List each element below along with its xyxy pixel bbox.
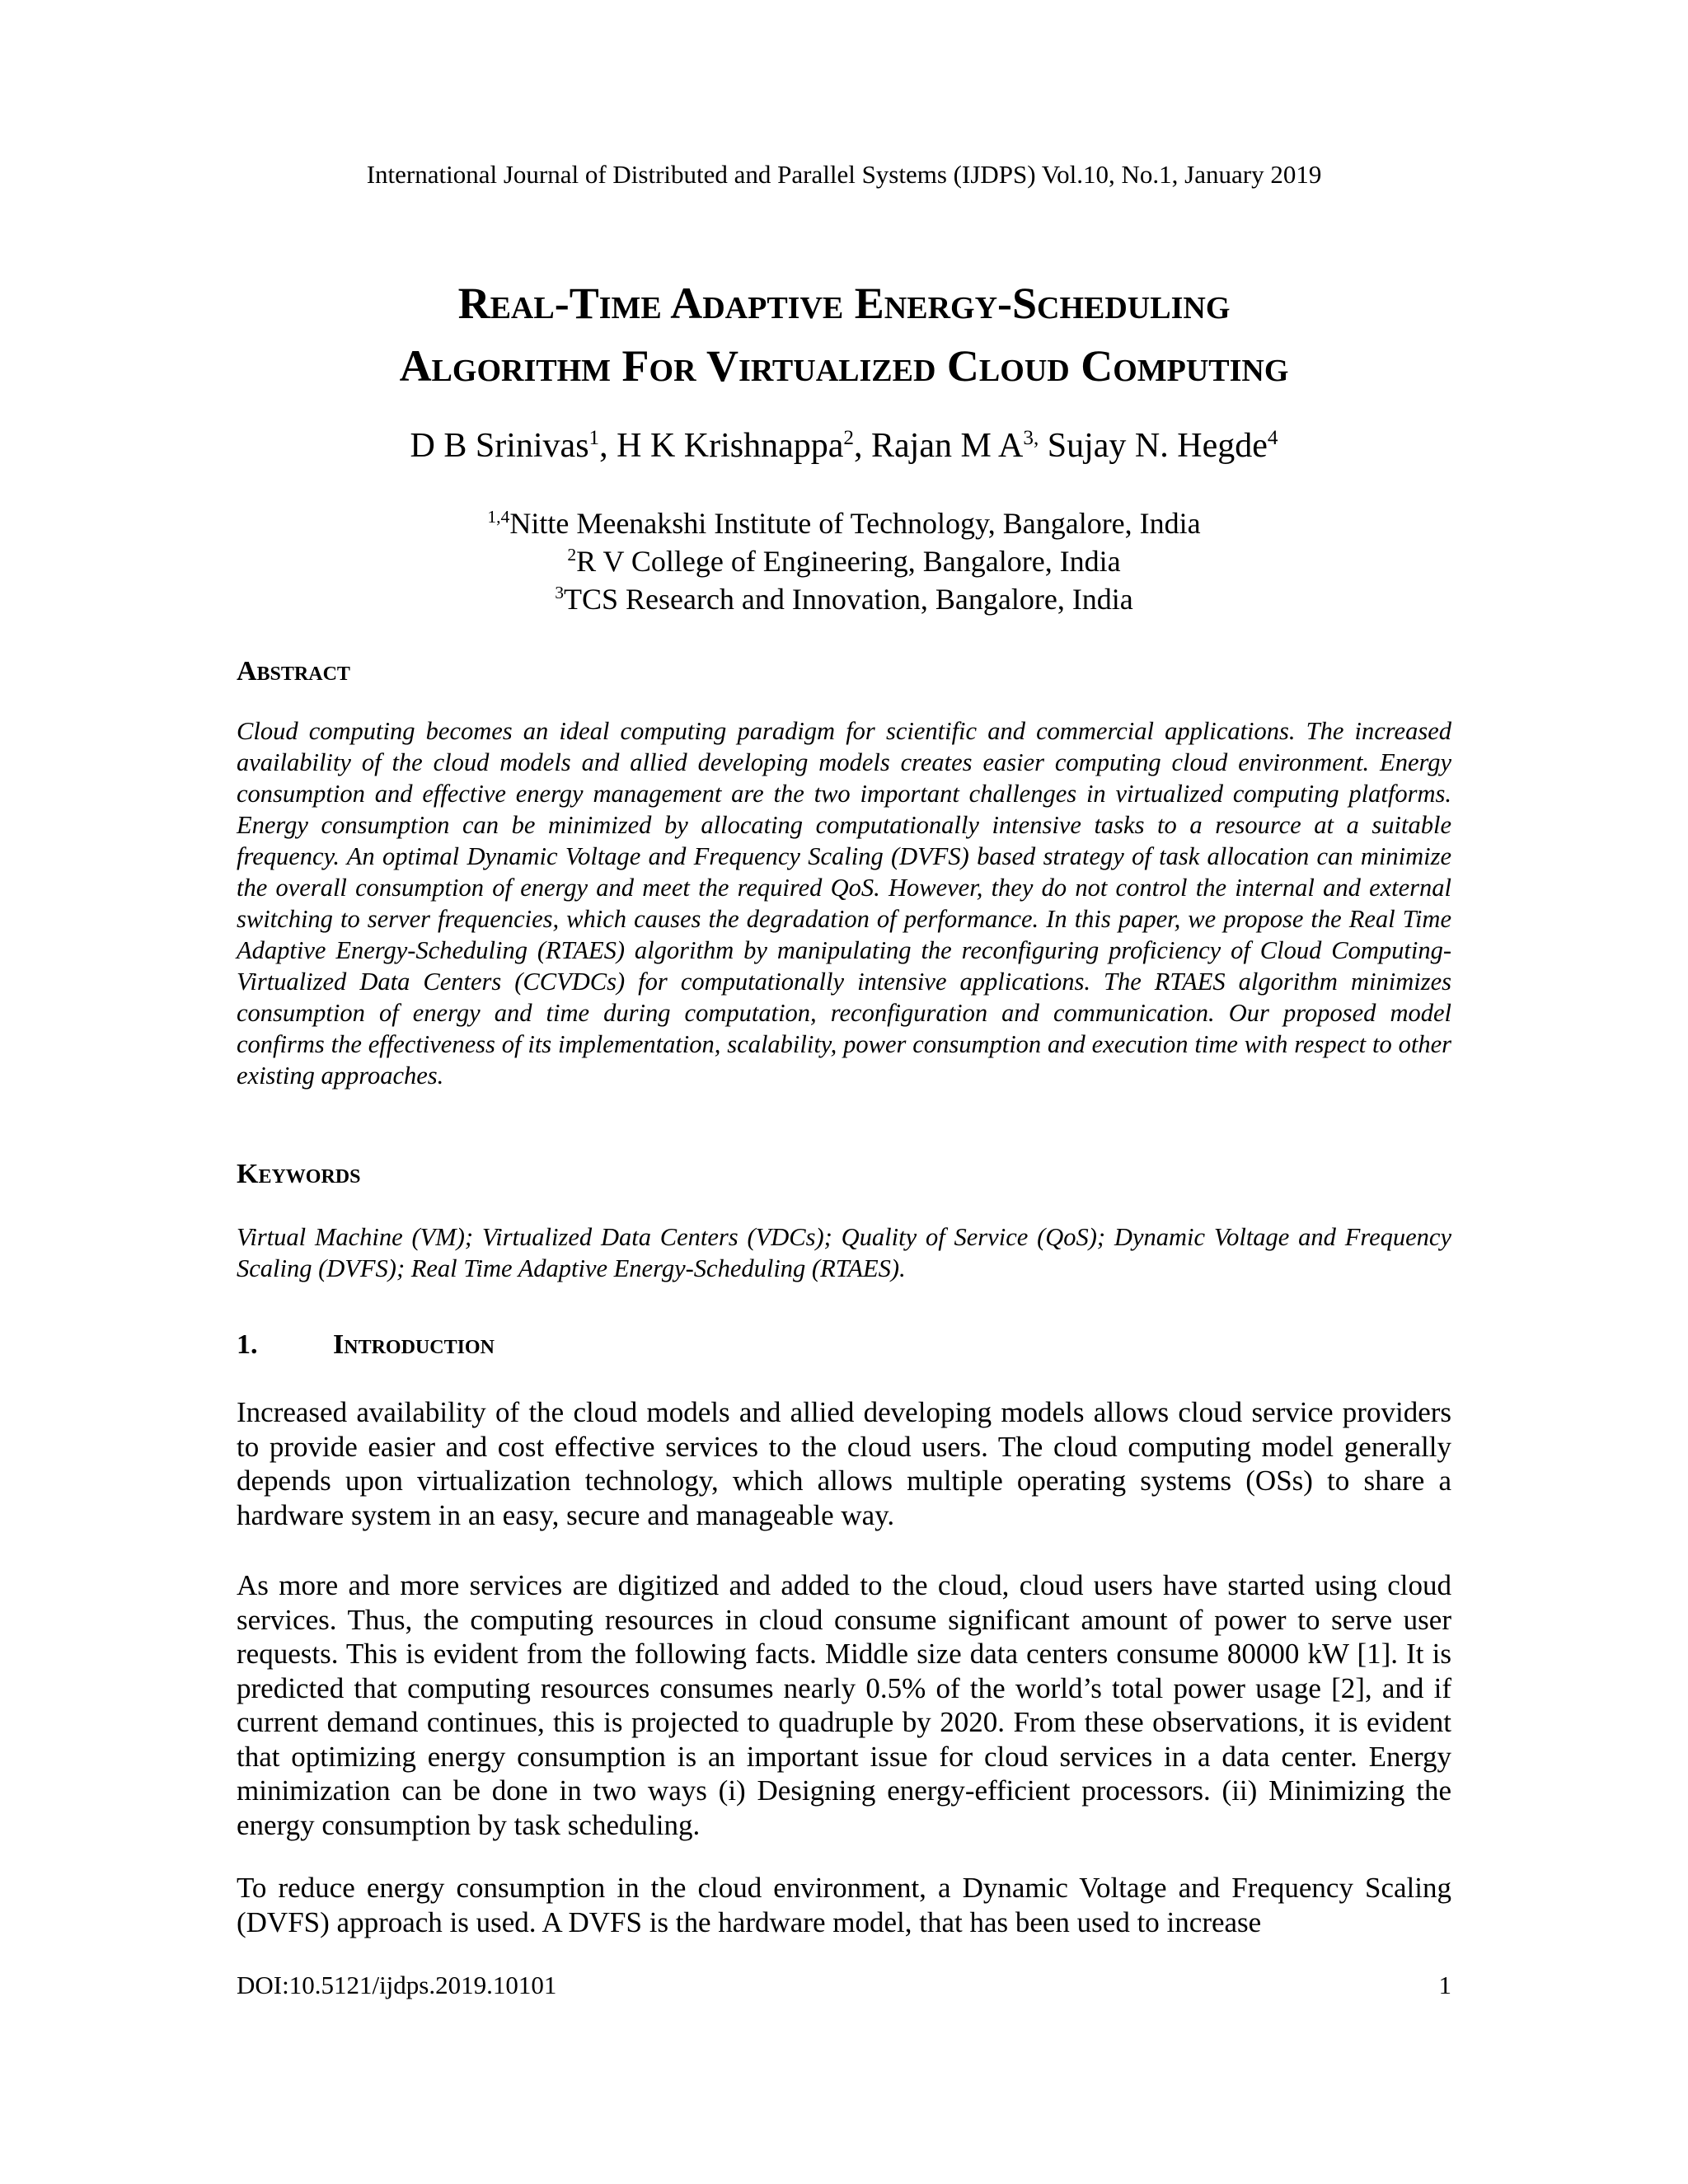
author-name: H K Krishnappa: [617, 427, 844, 465]
doi-footer: DOI:10.5121/ijdps.2019.10101: [237, 1971, 557, 1999]
affiliation-mark: 2: [567, 545, 577, 565]
affiliation-mark: 1,4: [487, 507, 510, 527]
author-name: Sujay N. Hegde: [1047, 427, 1268, 465]
author-name: D B Srinivas: [410, 427, 589, 465]
body-paragraph: To reduce energy consumption in the cloud environment, a Dynamic Voltage and Frequency Scaling (DVFS) approach is used. A DVFS is the hardware model, that has been used to increase: [237, 1872, 1451, 1938]
section-number: 1.: [237, 1329, 258, 1360]
title-line-2: Algorithm For Virtualized Cloud Computing: [399, 341, 1289, 391]
author-name: Rajan M A: [871, 427, 1024, 465]
affiliation-text: TCS Research and Innovation, Bangalore, India: [563, 583, 1133, 616]
author-affiliation-mark: 1: [588, 427, 600, 449]
affiliation-text: R V College of Engineering, Bangalore, India: [576, 545, 1121, 578]
introduction-heading: [237, 1329, 495, 1361]
affiliation-item: [0, 542, 1688, 580]
abstract-heading: Abstract: [237, 656, 350, 687]
affiliation-mark: 3: [555, 583, 564, 602]
author-list: [0, 424, 1688, 467]
journal-header: International Journal of Distributed and Parallel Systems (IJDPS) Vol.10, No.1, January 2019: [366, 160, 1322, 189]
author-affiliation-mark: 2: [843, 427, 855, 449]
keywords-text: Virtual Machine (VM); Virtualized Data Centers (VDCs); Quality of Service (QoS); Dynamic Voltage and Frequency Scaling (DVFS); Real Time Adaptive Energy-Scheduling (RTAES).: [237, 1223, 1451, 1282]
author-affiliation-mark: 4: [1267, 427, 1278, 449]
page-number: 1: [1438, 1971, 1451, 1999]
affiliation-item: [0, 504, 1688, 542]
affiliation-list: [0, 504, 1688, 618]
title-line-1: Real-Time Adaptive Energy-Scheduling: [457, 279, 1231, 328]
author-separator: ,: [599, 427, 617, 465]
author-affiliation-mark: 3,: [1023, 427, 1039, 449]
keywords-heading: Keywords: [237, 1159, 361, 1189]
body-paragraph: As more and more services are digitized and added to the cloud, cloud users have started using cloud services. Thus, the computing resources in cloud consume significant amount of power to serve user requests. This is evident from the following facts. Middle size data centers consume 80000 kW [1]. It is predicted that computing resources consumes nearly 0.5% of the world’s total power usage [2], and if current demand continues, this is projected to quadruple by 2020. From these observations, it is evident that optimizing energy consumption is an important issue for cloud services in a data center. Energy minimization can be done in two ways (i) Designing energy-efficient processors. (ii) Minimizing the energy consumption by task scheduling.: [237, 1569, 1451, 1841]
body-paragraph: Increased availability of the cloud models and allied developing models allows cloud service providers to provide easier and cost effective services to the cloud users. The cloud computing model generally depends upon virtualization technology, which allows multiple operating systems (OSs) to share a hardware system in an easy, secure and manageable way.: [237, 1396, 1451, 1531]
section-title: Introduction: [333, 1329, 495, 1360]
author-separator: ,: [854, 427, 872, 465]
abstract-text: Cloud computing becomes an ideal computing paradigm for scientific and commercial applications. The increased availability of the cloud models and allied developing models creates easier computing cloud environment. Energy consumption and effective energy management are the two important challenges in virtualized computing platforms. Energy consumption can be minimized by allocating computationally intensive tasks to a resource at a suitable frequency. An optimal Dynamic Voltage and Frequency Scaling (DVFS) based strategy of task allocation can minimize the overall consumption of energy and meet the required QoS. However, they do not control the internal and external switching to server frequencies, which causes the degradation of performance. In this paper, we propose the Real Time Adaptive Energy-Scheduling (RTAES) algorithm by manipulating the reconfiguring proficiency of Cloud Computing-Virtualized Data Centers (CCVDCs) for computationally intensive applications. The RTAES algorithm minimizes consumption of energy and time during computation, reconfiguration and communication. Our proposed model confirms the effectiveness of its implementation, scalability, power consumption and execution time with respect to other existing approaches.: [237, 717, 1451, 1090]
affiliation-text: Nitte Meenakshi Institute of Technology, Bangalore, India: [509, 507, 1201, 540]
author-separator: [1039, 427, 1048, 465]
paper-title: [165, 272, 1523, 397]
affiliation-item: [0, 580, 1688, 618]
